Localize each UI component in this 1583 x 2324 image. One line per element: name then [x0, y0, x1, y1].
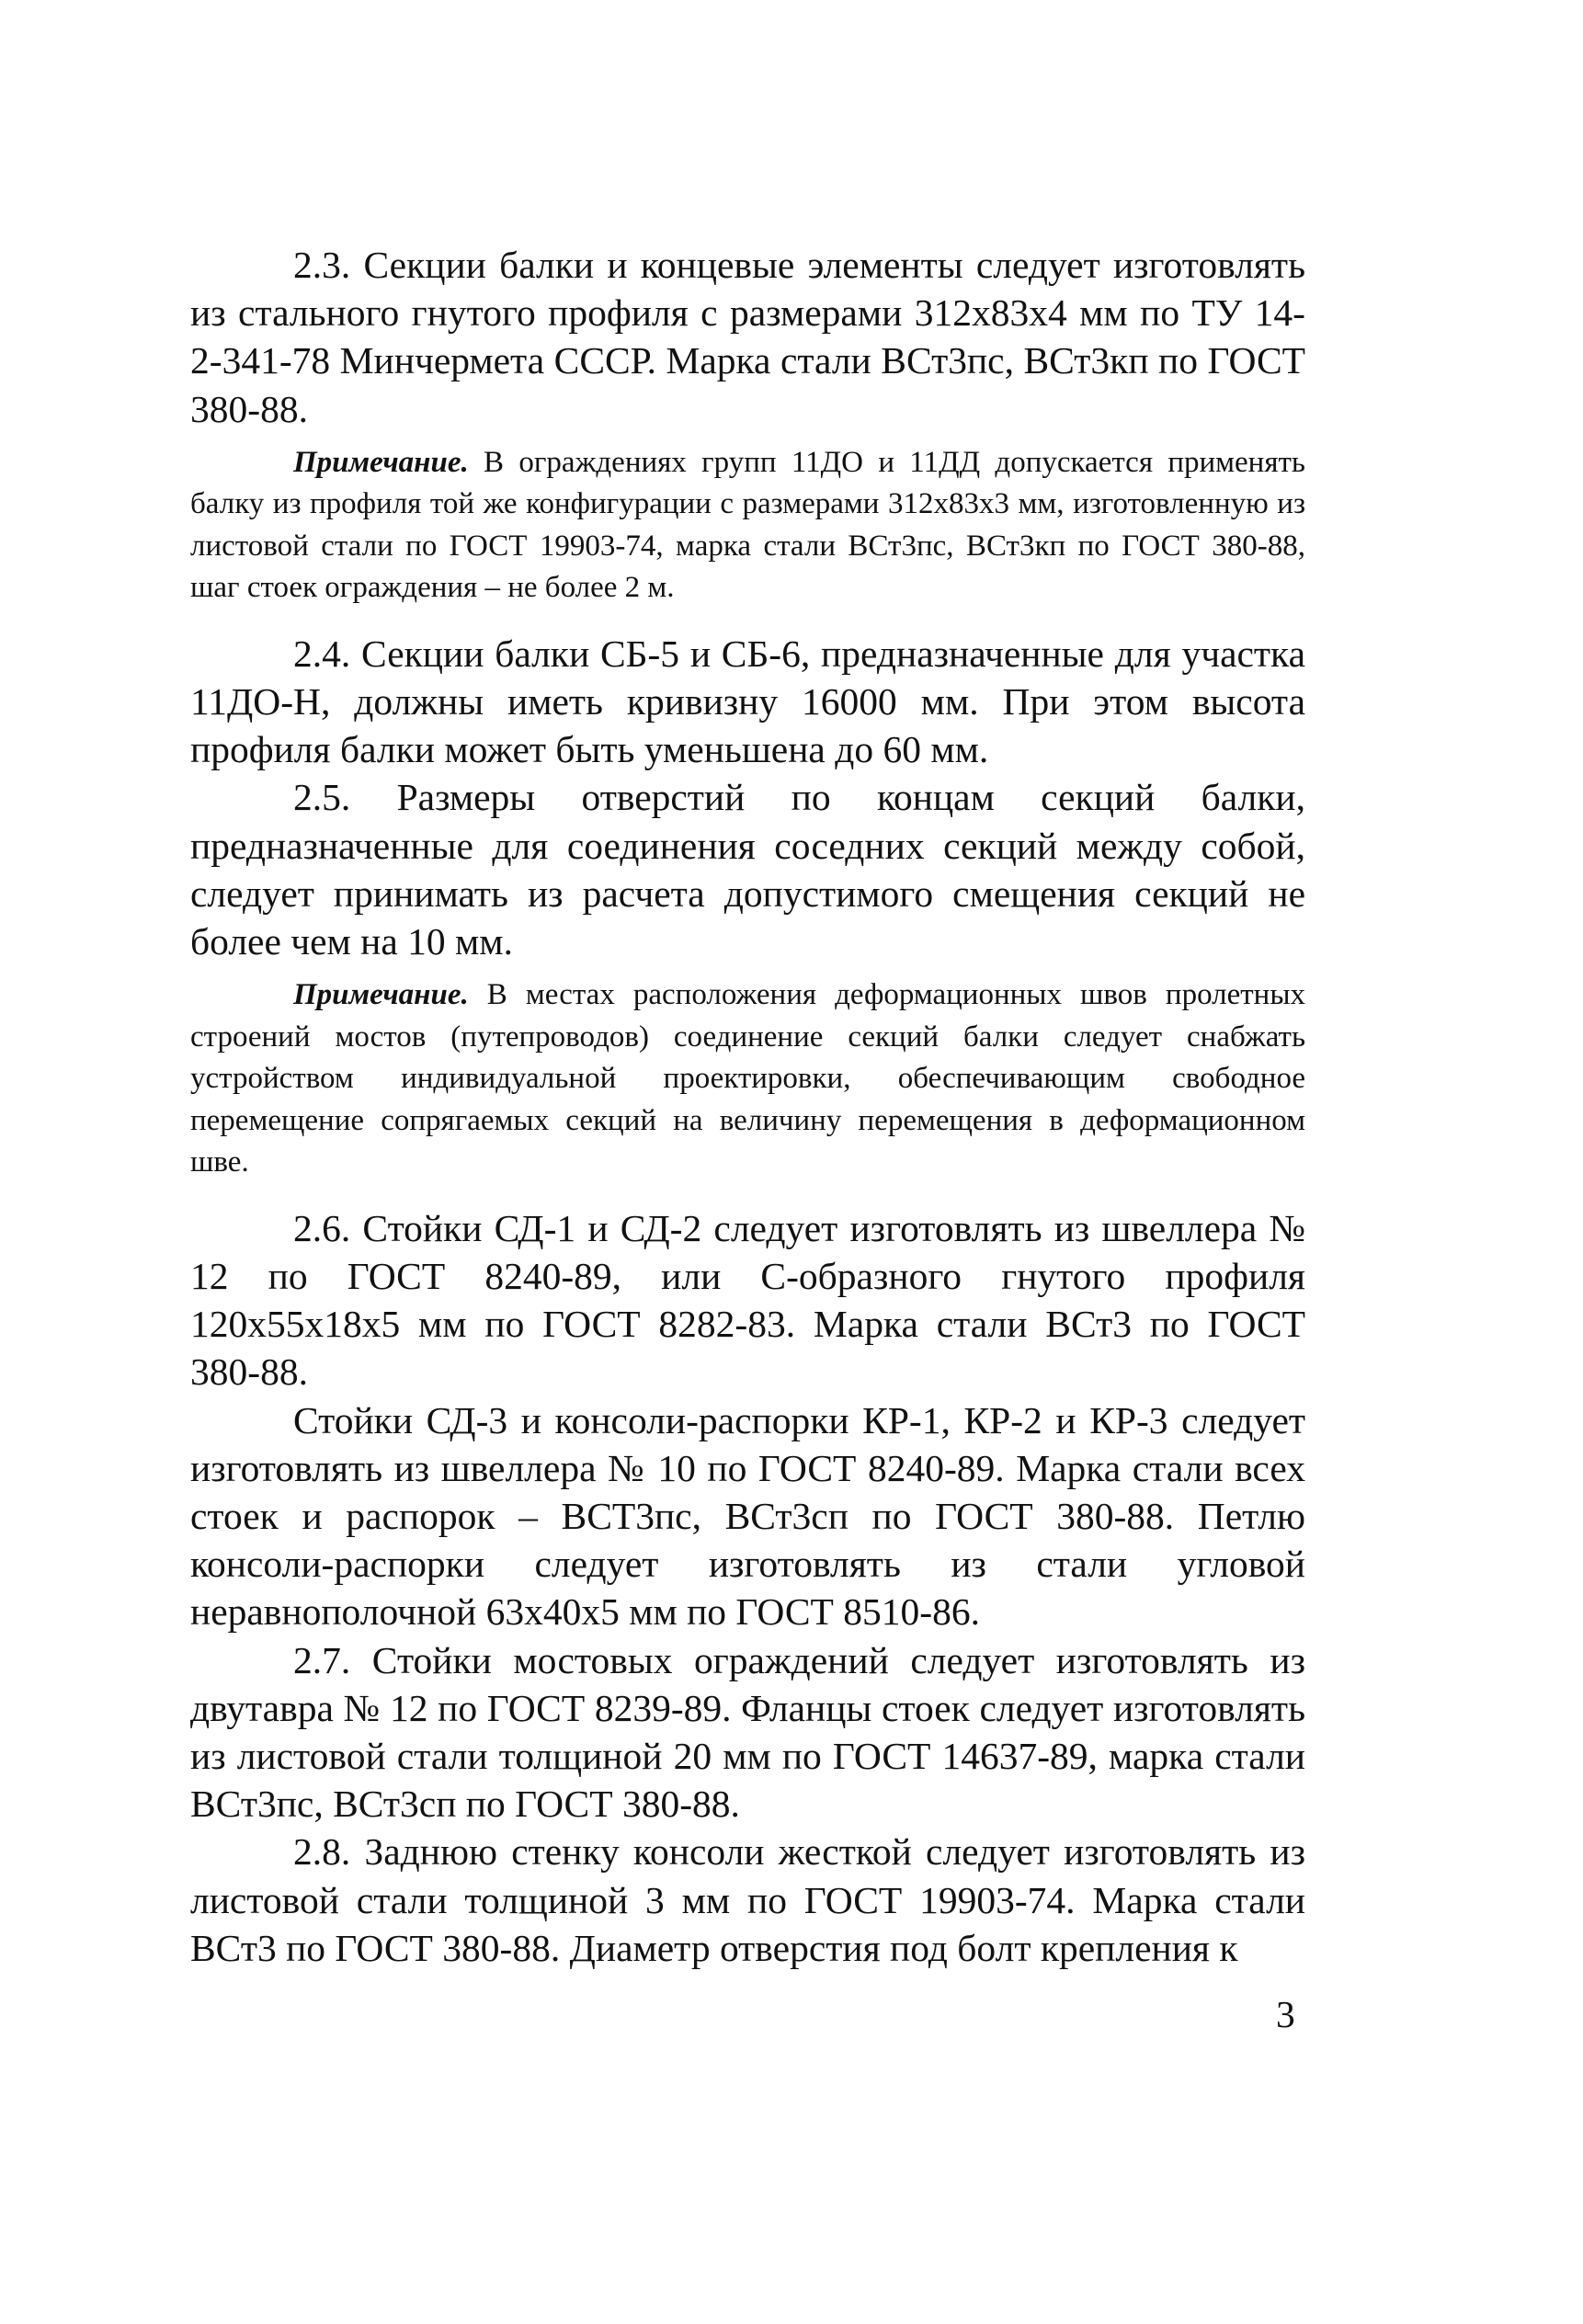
paragraph-2-5: 2.5. Размеры отверстий по концам секций балки, предназначенные для соединения соседних секций между собой, следует принимать из расчета допустимого смещения секций не более чем на 10 мм.	[190, 776, 1305, 963]
note-1	[190, 442, 1305, 609]
paragraph-2-4: 2.4. Секции балки СБ-5 и СБ-6, предназначенные для участка 11ДО-Н, должны иметь кривизну 16000 мм. При этом высота профиля балки может быть уменьшена до 60 мм.	[190, 632, 1305, 771]
page-number: 3	[1276, 1993, 1295, 2035]
paragraph-2-3: 2.3. Секции балки и концевые элементы следует изготовлять из стального гнутого профиля с размерами 312х83х4 мм по ТУ 14-2-341-78 Минчермета СССР. Марка стали ВСт3пс, ВСт3кп по ГОСТ 380-88.	[190, 244, 1305, 430]
note-1-text: В ограждениях групп 11ДО и 11ДД допускается применять балку из профиля той же конфигурации с размерами 312х83х3 мм, изготовленную из листовой стали по ГОСТ 19903-74, марка стали ВСт3пс, ВСт3кп по ГОСТ 380-88, шаг стоек ограждения – не более 2 м.	[190, 445, 1305, 605]
note-2	[190, 974, 1305, 1184]
paragraph-2-8: 2.8. Заднюю стенку консоли жесткой следует изготовлять из листовой стали толщиной 3 мм по ГОСТ 19903-74. Марка стали ВСт3 по ГОСТ 380-88. Диаметр отверстия под болт крепления к	[190, 1830, 1305, 1969]
paragraph-2-7: 2.7. Стойки мостовых ограждений следует изготовлять из двутавра № 12 по ГОСТ 8239-89. Фланцы стоек следует изготовлять из листовой стали толщиной 20 мм по ГОСТ 14637-89, марка стали ВСт3пс, ВСт3сп по ГОСТ 380-88.	[190, 1638, 1305, 1826]
paragraph-2-6: 2.6. Стойки СД-1 и СД-2 следует изготовлять из швеллера № 12 по ГОСТ 8240-89, или С-образного гнутого профиля 120х55х18х5 мм по ГОСТ 8282-83. Марка стали ВСт3 по ГОСТ 380-88.	[190, 1206, 1305, 1394]
note-1-label: Примечание.	[293, 445, 469, 479]
document-page	[190, 241, 1305, 1972]
note-2-label: Примечание.	[293, 978, 469, 1012]
paragraph-2-6-continued: Стойки СД-3 и консоли-распорки КР-1, КР-2 и КР-3 следует изготовлять из швеллера № 10 по ГОСТ 8240-89. Марка стали всех стоек и распорок – ВСТ3пс, ВСт3сп по ГОСТ 380-88. Петлю консоли-распорки следует изготовлять из стали угловой неравнополочной 63х40х5 мм по ГОСТ 8510-86.	[190, 1398, 1305, 1634]
note-2-text: В местах расположения деформационных швов пролетных строений мостов (путепроводов) соединение секций балки следует снабжать устройством индивидуальной проектировки, обеспечивающим свободное перемещение сопрягаемых секций на величину перемещения в деформационном шве.	[190, 978, 1305, 1179]
